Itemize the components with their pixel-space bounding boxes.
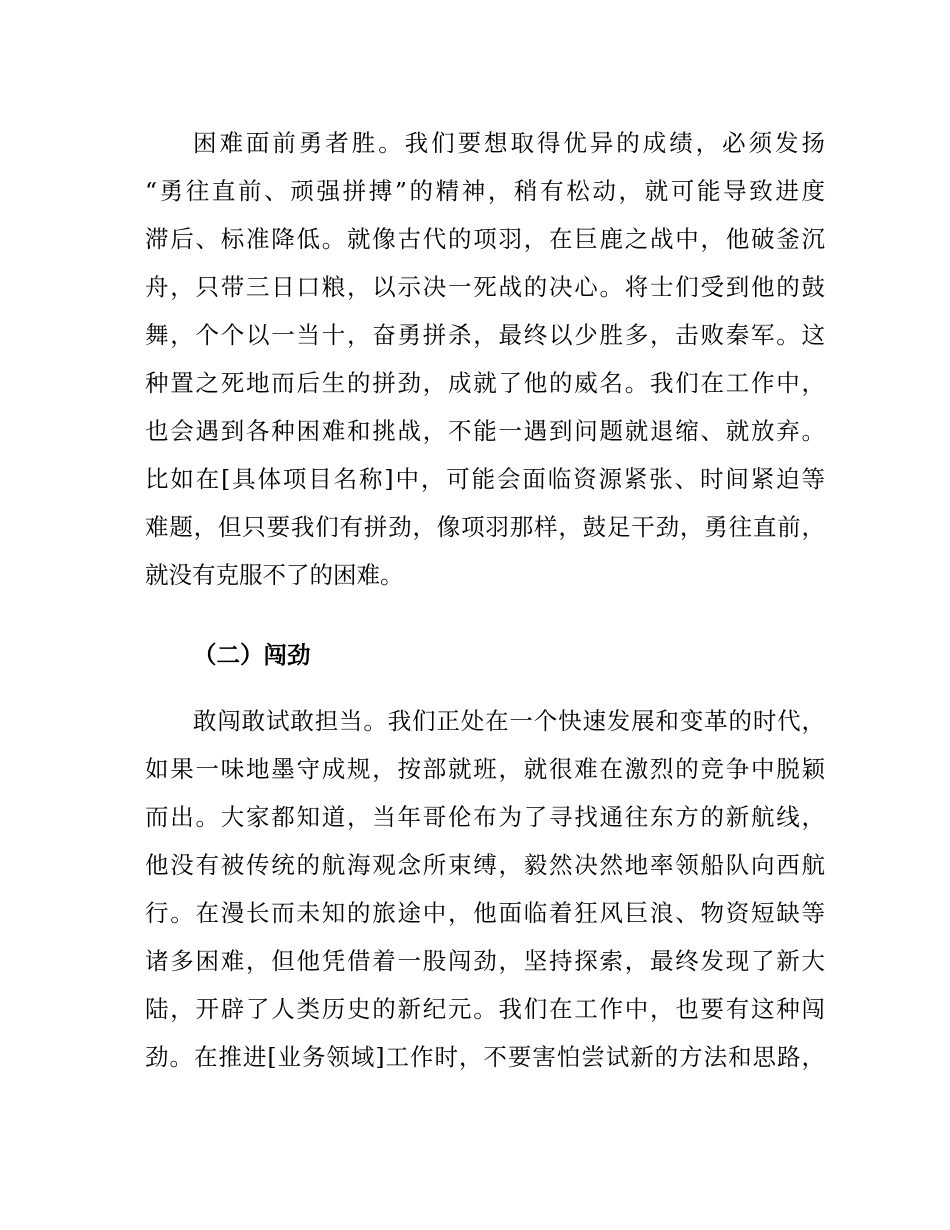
paragraph-1-line-2: “勇往直前、顽强拼搏”的精神，稍有松动，就可能导致进度 — [145, 177, 825, 205]
paragraph-1-line-5: 舞，个个以一当十，奋勇拼杀，最终以少胜多，击败秦军。这 — [145, 321, 825, 349]
paragraph-1-line-10: 就没有克服不了的困难。 — [145, 561, 404, 589]
paragraph-1-line-1: 困难面前勇者胜。我们要想取得优异的成绩，必须发扬 — [193, 129, 825, 157]
paragraph-1-line-7: 也会遇到各种困难和挑战，不能一遇到问题就退缩、就放弃。 — [145, 417, 825, 445]
paragraph-2-line-4: 他没有被传统的航海观念所束缚，毅然决然地率领船队向西航 — [145, 851, 825, 879]
paragraph-2-line-8: 劲。在推进[业务领域]工作时，不要害怕尝试新的方法和思路， — [145, 1043, 825, 1071]
paragraph-2-line-7: 陆，开辟了人类历史的新纪元。我们在工作中，也要有这种闯 — [145, 995, 825, 1023]
paragraph-2-line-3: 而出。大家都知道，当年哥伦布为了寻找通往东方的新航线， — [145, 803, 825, 831]
paragraph-2-line-5: 行。在漫长而未知的旅途中，他面临着狂风巨浪、物资短缺等 — [145, 899, 825, 927]
paragraph-1-line-3: 滞后、标准降低。就像古代的项羽，在巨鹿之战中，他破釜沉 — [145, 225, 825, 253]
paragraph-2-line-2: 如果一味地墨守成规，按部就班，就很难在激烈的竞争中脱颖 — [145, 755, 825, 783]
paragraph-2-line-1: 敢闯敢试敢担当。我们正处在一个快速发展和变革的时代， — [193, 707, 825, 735]
paragraph-1-line-8: 比如在[具体项目名称]中，可能会面临资源紧张、时间紧迫等 — [145, 465, 825, 493]
paragraph-1-line-9: 难题，但只要我们有拼劲，像项羽那样，鼓足干劲，勇往直前， — [145, 513, 825, 541]
paragraph-1-line-4: 舟，只带三日口粮，以示决一死战的决心。将士们受到他的鼓 — [145, 273, 825, 301]
paragraph-1-line-6: 种置之死地而后生的拼劲，成就了他的威名。我们在工作中， — [145, 369, 825, 397]
paragraph-2-line-6: 诸多困难，但他凭借着一股闯劲，坚持探索，最终发现了新大 — [145, 947, 825, 975]
section-heading: （二）闯劲 — [193, 641, 311, 669]
